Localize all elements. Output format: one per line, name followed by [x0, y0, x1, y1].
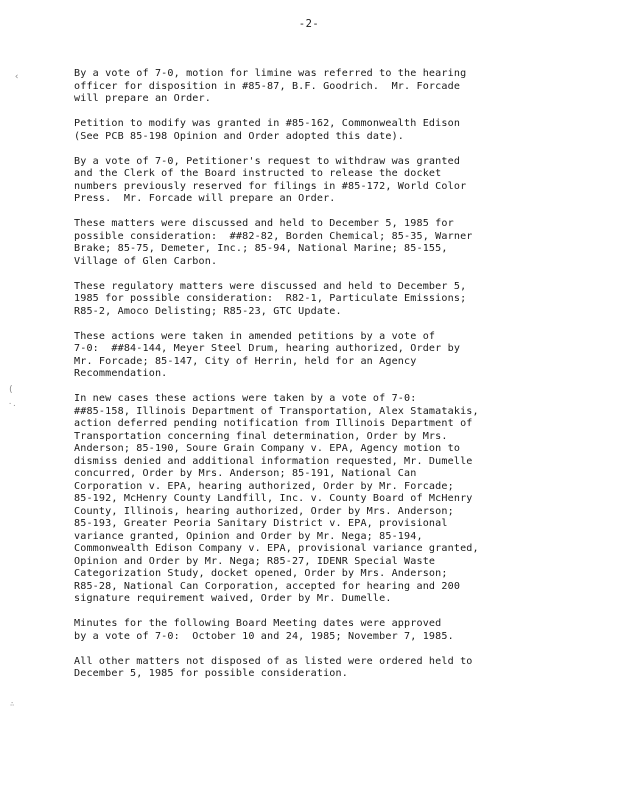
document-body	[74, 68, 574, 693]
scan-mark: ∴	[10, 700, 15, 708]
paragraph-withdraw-request: By a vote of 7-0, Petitioner's request to withdraw was granted and the Clerk of the Board instructed to release the docket numbers previously reserved for filings in #85-172, World Color Press. Mr. Forcade will prepare an Order.	[74, 155, 467, 204]
page-number: -2-	[298, 18, 320, 30]
paragraph-amended-petitions: These actions were taken in amended petitions by a vote of 7-0: ##84-144, Meyer Steel Drum, hearing authorized, Order by Mr. Forcade; 85-147, City of Herrin, held for an Agency Recommendation.	[74, 330, 461, 379]
paragraph-petition-modify: Petition to modify was granted in #85-162, Commonwealth Edison (See PCB 85-198 Opinion and Order adopted this date).	[74, 118, 461, 142]
scan-mark: (	[8, 385, 14, 395]
scan-mark: ·.	[8, 400, 17, 408]
paragraph-regulatory-matters: These regulatory matters were discussed and held to December 5, 1985 for possible consideration: R82-1, Particulate Emissions; R85-2, Amoco Delisting; R85-23, GTC Update.	[74, 280, 467, 317]
paragraph-matters-held: These matters were discussed and held to December 5, 1985 for possible consideration: ##82-82, Borden Chemical; 85-35, Warner Brake; 85-75, Demeter, Inc.; 85-94, National Marine; 85-155, Village of Glen Carbon.	[74, 218, 473, 267]
paragraph-new-cases: In new cases these actions were taken by a vote of 7-0: ##85-158, Illinois Department of Transportation, Alex Stamatakis, action deferred pending notification from Illinois Department of Transportation concerning final determination, Order by Mrs. Anderson; 85-190, Soure Grain Company v. EPA, Agency motion to dismiss denied and additional information requested, Mr. Dumelle concurred, Order by Mrs. Anderson; 85-191, National Can Corporation v. EPA, hearing authorized, Order by Mr. Forcade; 85-192, McHenry County Landfill, Inc. v. County Board of McHenry County, Illinois, hearing authorized, Order by Mrs. Anderson; 85-193, Greater Peoria Sanitary District v. EPA, provisional variance granted, Opinion and Order by Mr. Nega; 85-194, Commonwealth Edison Company v. EPA, provisional variance granted, Opinion and Order by Mr. Nega; R85-27, IDENR Special Waste Categorization Study, docket opened, Order by Mrs. Anderson; R85-28, National Can Corporation, accepted for hearing and 200 signature requirement waived, Order by Mr. Dumelle.	[74, 393, 479, 604]
paragraph-minutes-approved: Minutes for the following Board Meeting dates were approved by a vote of 7-0: October 10 and 24, 1985; November 7, 1985.	[74, 618, 454, 642]
paragraph-motion-limine: By a vote of 7-0, motion for limine was referred to the hearing officer for disposition in #85-87, B.F. Goodrich. Mr. Forcade will prepare an Order.	[74, 68, 467, 104]
scan-mark: ‹	[14, 72, 20, 82]
paragraph-other-matters: All other matters not disposed of as listed were ordered held to December 5, 1985 for possible consideration.	[74, 655, 473, 679]
